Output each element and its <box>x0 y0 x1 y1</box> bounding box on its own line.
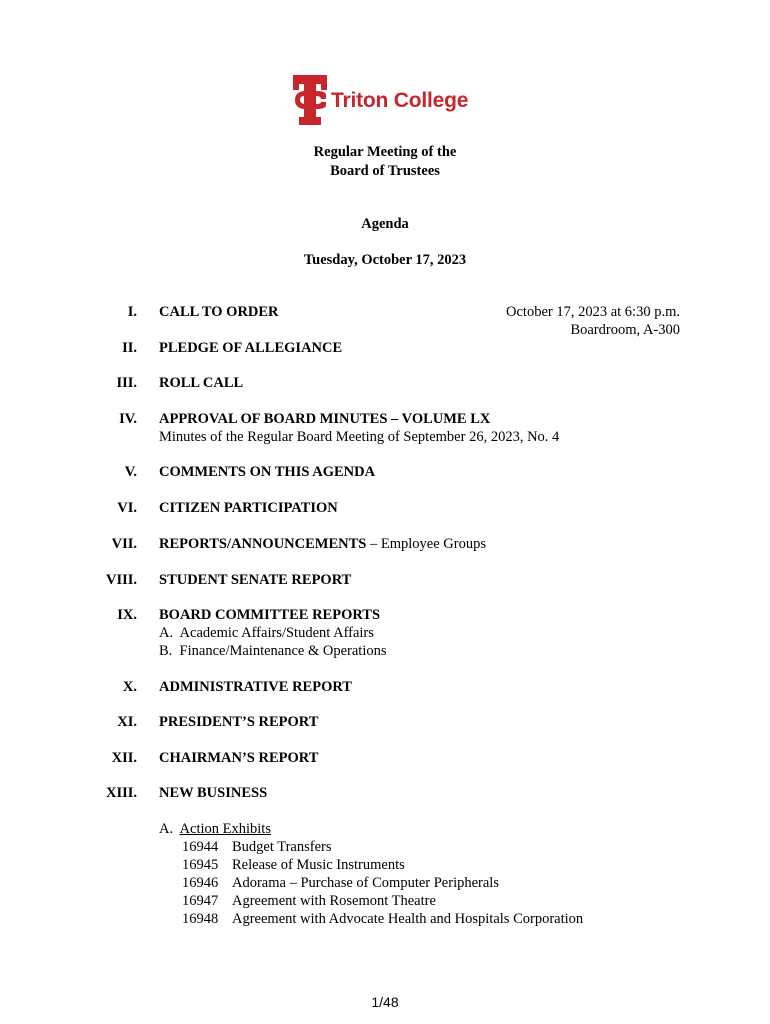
new-business-prefix: A. <box>159 821 180 837</box>
tc-logo-icon <box>293 75 327 125</box>
item-number: IX. <box>117 607 137 623</box>
item-number: IV. <box>119 411 137 427</box>
meeting-title-line1: Regular Meeting of the <box>313 144 457 160</box>
triton-college-logo <box>293 75 468 125</box>
item-title: COMMENTS ON THIS AGENDA <box>159 464 376 480</box>
exhibit-code: 16945 <box>182 857 219 873</box>
exhibit-desc: Release of Music Instruments <box>232 857 405 873</box>
item-number: VII. <box>111 536 137 552</box>
exhibit-code: 16947 <box>182 893 219 909</box>
action-exhibits-heading: Action Exhibits <box>179 821 271 837</box>
logo-text: Triton College <box>331 89 469 112</box>
item-title-bold: REPORTS/ANNOUNCEMENTS <box>159 536 367 552</box>
exhibit-code: 16948 <box>182 911 219 927</box>
item-number: V. <box>124 464 137 480</box>
exhibit-desc: Budget Transfers <box>232 839 332 855</box>
meeting-datetime: October 17, 2023 at 6:30 p.m. <box>506 304 680 320</box>
item-title: NEW BUSINESS <box>159 785 268 801</box>
meeting-location: Boardroom, A-300 <box>570 322 680 338</box>
new-business-heading <box>159 820 271 838</box>
exhibit-desc: Agreement with Advocate Health and Hospitals Corporation <box>232 911 584 927</box>
item-number: III. <box>116 375 137 391</box>
item-title: ADMINISTRATIVE REPORT <box>159 679 352 695</box>
item-number: II. <box>122 340 137 356</box>
meeting-title-line2: Board of Trustees <box>330 163 440 179</box>
item-title: BOARD COMMITTEE REPORTS <box>159 607 381 623</box>
item-title: APPROVAL OF BOARD MINUTES – VOLUME LX <box>159 411 491 427</box>
exhibit-code: 16946 <box>182 875 219 891</box>
exhibit-desc: Adorama – Purchase of Computer Peripherals <box>232 875 499 891</box>
item-number: VIII. <box>105 572 137 588</box>
item-number: XI. <box>117 714 137 730</box>
item-number: X. <box>122 679 137 695</box>
meeting-title <box>0 143 770 181</box>
item-title <box>159 535 486 553</box>
item-title: PRESIDENT’S REPORT <box>159 714 319 730</box>
item-title: CALL TO ORDER <box>159 304 279 320</box>
item-title: CITIZEN PARTICIPATION <box>159 500 338 516</box>
item-number: XII. <box>111 750 137 766</box>
item-subtitle: Minutes of the Regular Board Meeting of September 26, 2023, No. 4 <box>159 429 560 445</box>
exhibit-code: 16944 <box>182 839 219 855</box>
item-title: PLEDGE OF ALLEGIANCE <box>159 340 343 356</box>
agenda-heading: Agenda <box>361 216 409 232</box>
item-title: CHAIRMAN’S REPORT <box>159 750 319 766</box>
item-subitem: A. Academic Affairs/Student Affairs <box>159 625 374 641</box>
item-title: ROLL CALL <box>159 375 244 391</box>
item-number: VI. <box>117 500 137 516</box>
exhibit-desc: Agreement with Rosemont Theatre <box>232 893 436 909</box>
item-title: STUDENT SENATE REPORT <box>159 572 352 588</box>
item-number: XIII. <box>105 785 137 801</box>
item-subitem: B. Finance/Maintenance & Operations <box>159 643 387 659</box>
meeting-date: Tuesday, October 17, 2023 <box>303 252 467 268</box>
item-title-suffix: – Employee Groups <box>366 536 486 552</box>
item-number: I. <box>127 304 137 320</box>
page-number: 1/48 <box>371 994 399 1010</box>
